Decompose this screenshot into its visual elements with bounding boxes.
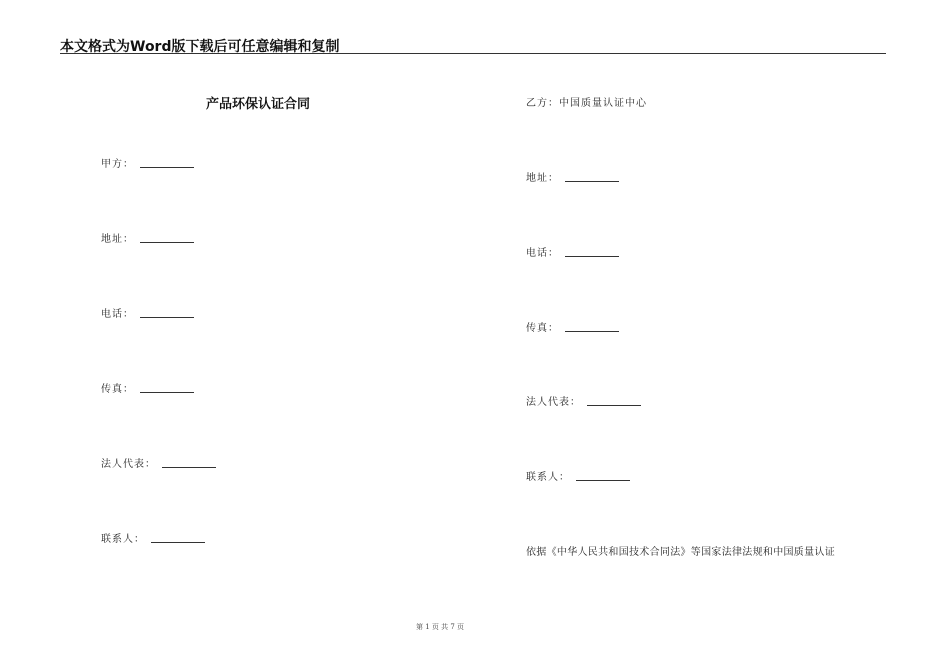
party-b-fax-blank — [565, 331, 619, 332]
party-b-legal-rep-label: 法人代表： — [526, 397, 581, 408]
party-b-legal-rep-field — [526, 393, 641, 408]
party-a-legal-rep-blank — [162, 467, 216, 468]
party-a-phone-label: 电话： — [101, 309, 134, 320]
party-a-name-blank — [140, 167, 194, 168]
party-a-phone-blank — [140, 317, 194, 318]
page-title: 产品环保认证合同 — [206, 97, 311, 112]
party-b-fax-field — [526, 319, 619, 334]
header-rule — [60, 53, 886, 54]
header-banner: 本文格式为Word版下载后可任意编辑和复制 — [60, 39, 340, 55]
party-a-fax-field — [101, 380, 194, 395]
party-b-address-field — [526, 169, 619, 184]
body-paragraph: 依据《中华人民共和国技术合同法》等国家法律法规和中国质量认证 — [526, 547, 835, 558]
party-a-contact-blank — [151, 542, 205, 543]
party-b-contact-field — [526, 468, 630, 483]
party-b-contact-label: 联系人： — [526, 472, 570, 483]
party-a-name-field — [101, 155, 194, 170]
party-a-fax-blank — [140, 392, 194, 393]
party-a-name-label: 甲方： — [101, 159, 134, 170]
party-b-contact-blank — [576, 480, 630, 481]
party-a-legal-rep-field — [101, 455, 216, 470]
party-a-address-label: 地址： — [101, 234, 134, 245]
party-b-address-label: 地址： — [526, 173, 559, 184]
party-b-phone-blank — [565, 256, 619, 257]
page-number-footer: 第 1 页 共 7 页 — [415, 623, 465, 631]
party-a-fax-label: 传真： — [101, 384, 134, 395]
party-b-legal-rep-blank — [587, 405, 641, 406]
party-a-address-field — [101, 230, 194, 245]
party-a-contact-label: 联系人： — [101, 534, 145, 545]
party-a-contact-field — [101, 530, 205, 545]
party-b-phone-field — [526, 244, 619, 259]
party-b-name-line: 乙方：中国质量认证中心 — [526, 98, 647, 109]
party-b-fax-label: 传真： — [526, 323, 559, 334]
party-b-phone-label: 电话： — [526, 248, 559, 259]
party-a-phone-field — [101, 305, 194, 320]
party-b-address-blank — [565, 181, 619, 182]
party-a-legal-rep-label: 法人代表： — [101, 459, 156, 470]
party-a-address-blank — [140, 242, 194, 243]
